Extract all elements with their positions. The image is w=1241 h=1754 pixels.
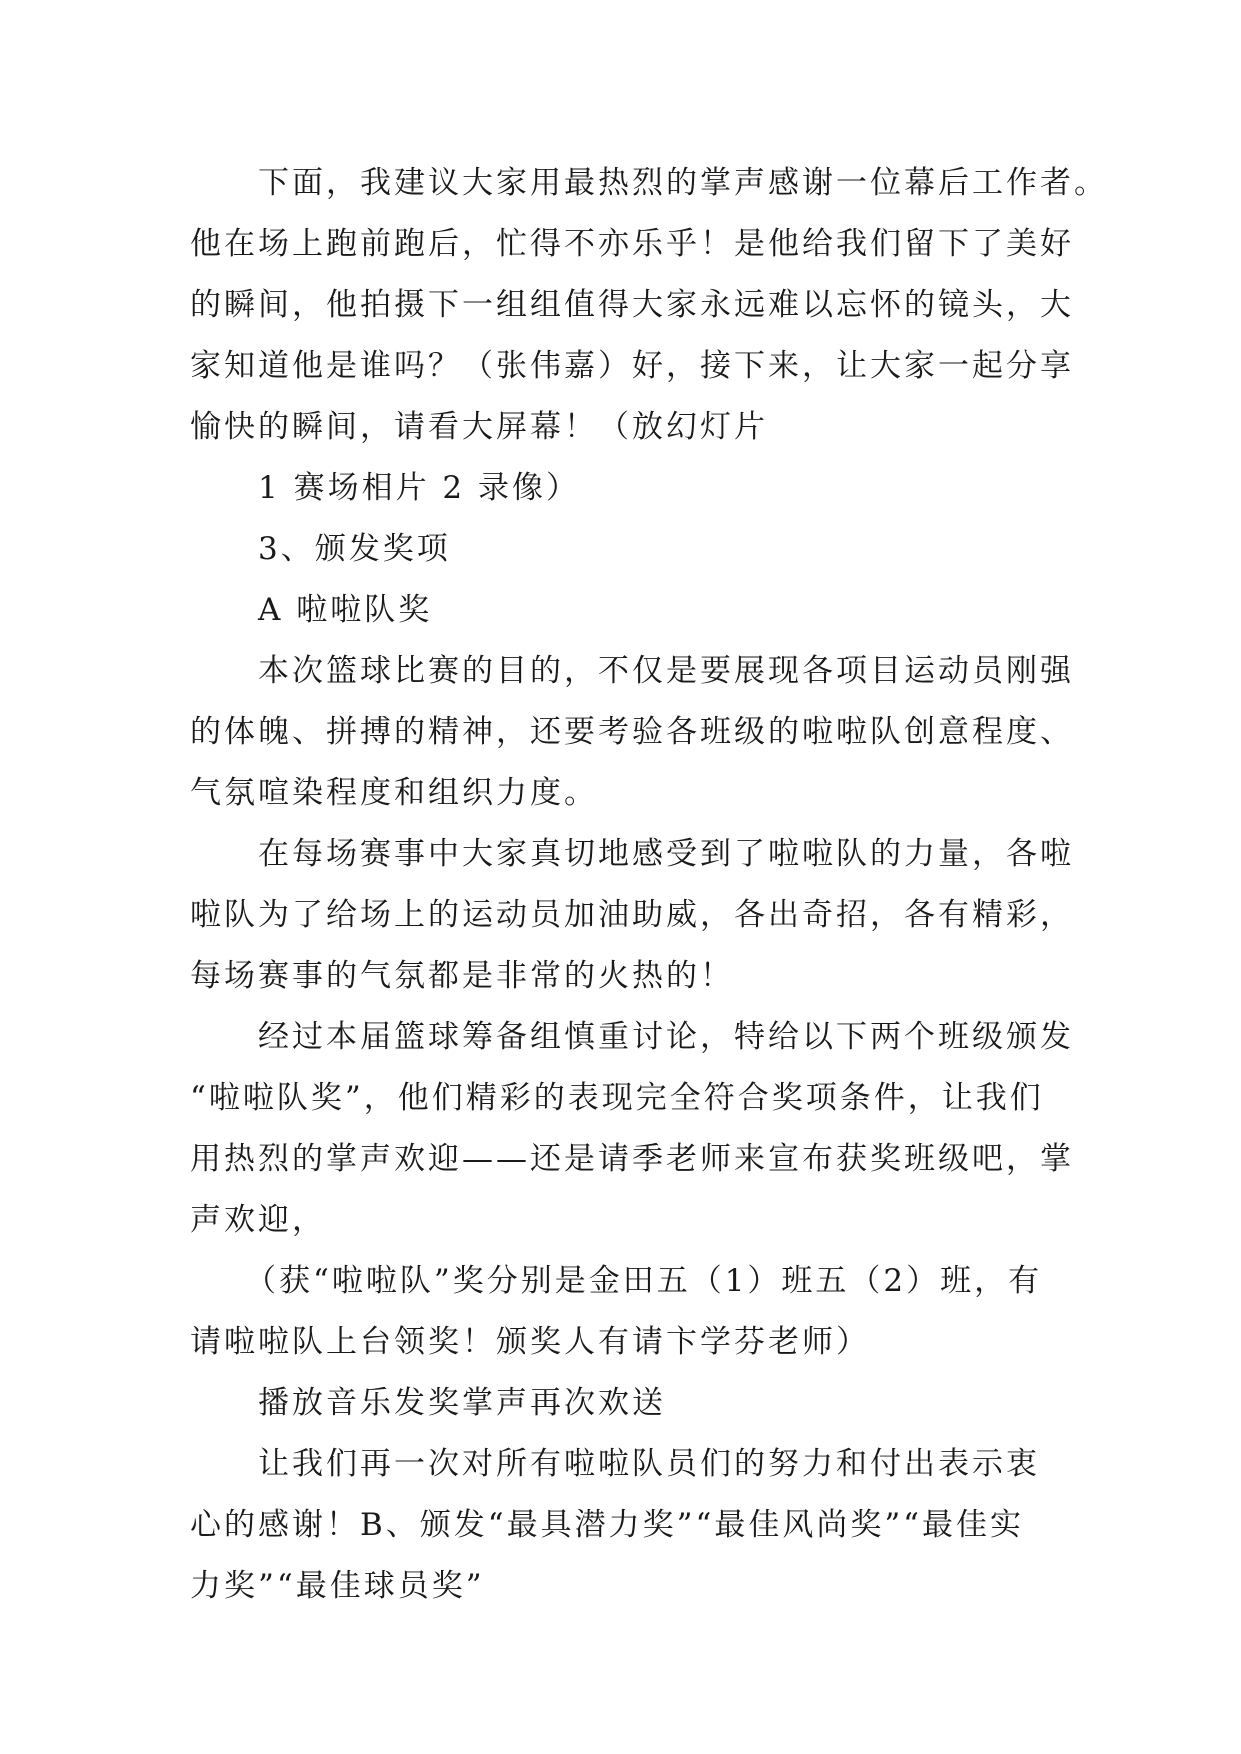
text-line: 力奖”“最佳球员奖” [190, 1568, 485, 1604]
text-line: 本次篮球比赛的目的，不仅是要展现各项目运动员刚强 [258, 653, 1074, 689]
text-line: 家知道他是谁吗？（张伟嘉）好，接下来，让大家一起分享 [190, 348, 1074, 384]
text-line: 愉快的瞬间，请看大屏幕！（放幻灯片 [190, 409, 768, 445]
text-line: 声欢迎， [190, 1202, 326, 1238]
text-line: 经过本届篮球筹备组慎重讨论，特给以下两个班级颁发 [258, 1019, 1074, 1055]
text-line: 他在场上跑前跑后，忙得不亦乐乎！是他给我们留下了美好 [190, 226, 1074, 262]
text-line: 心的感谢！B、颁发“最具潜力奖”“最佳风尚奖”“最佳实 [190, 1507, 1025, 1543]
text-line: 的体魄、拼搏的精神，还要考验各班级的啦啦队创意程度、 [190, 714, 1074, 750]
text-line: 的瞬间，他拍摄下一组组值得大家永远难以忘怀的镜头，大 [190, 287, 1074, 323]
text-line: 播放音乐发奖掌声再次欢送 [258, 1385, 666, 1421]
text-line: 下面，我建议大家用最热烈的掌声感谢一位幕后工作者。 [258, 165, 1108, 201]
text-line: 每场赛事的气氛都是非常的火热的！ [190, 958, 734, 994]
text-line: （获“啦啦队”奖分别是金田五（1）班五（2）班，有 [245, 1263, 1043, 1299]
text-line: 在每场赛事中大家真切地感受到了啦啦队的力量，各啦 [258, 836, 1074, 872]
text-line: 请啦啦队上台领奖！颁奖人有请卞学芬老师） [190, 1324, 870, 1360]
text-line: 气氛喧染程度和组织力度。 [190, 775, 598, 811]
text-line: 1 赛场相片 2 录像） [258, 470, 581, 506]
text-line: 啦队为了给场上的运动员加油助威，各出奇招，各有精彩， [190, 897, 1074, 933]
text-line: 用热烈的掌声欢迎——还是请季老师来宣布获奖班级吧，掌 [190, 1141, 1074, 1177]
section-heading: 3、颁发奖项 [258, 531, 451, 567]
subsection-heading: A 啦啦队奖 [258, 592, 433, 628]
text-line: 让我们再一次对所有啦啦队员们的努力和付出表示衷 [258, 1446, 1040, 1482]
text-line: “啦啦队奖”，他们精彩的表现完全符合奖项条件，让我们 [190, 1080, 1044, 1116]
